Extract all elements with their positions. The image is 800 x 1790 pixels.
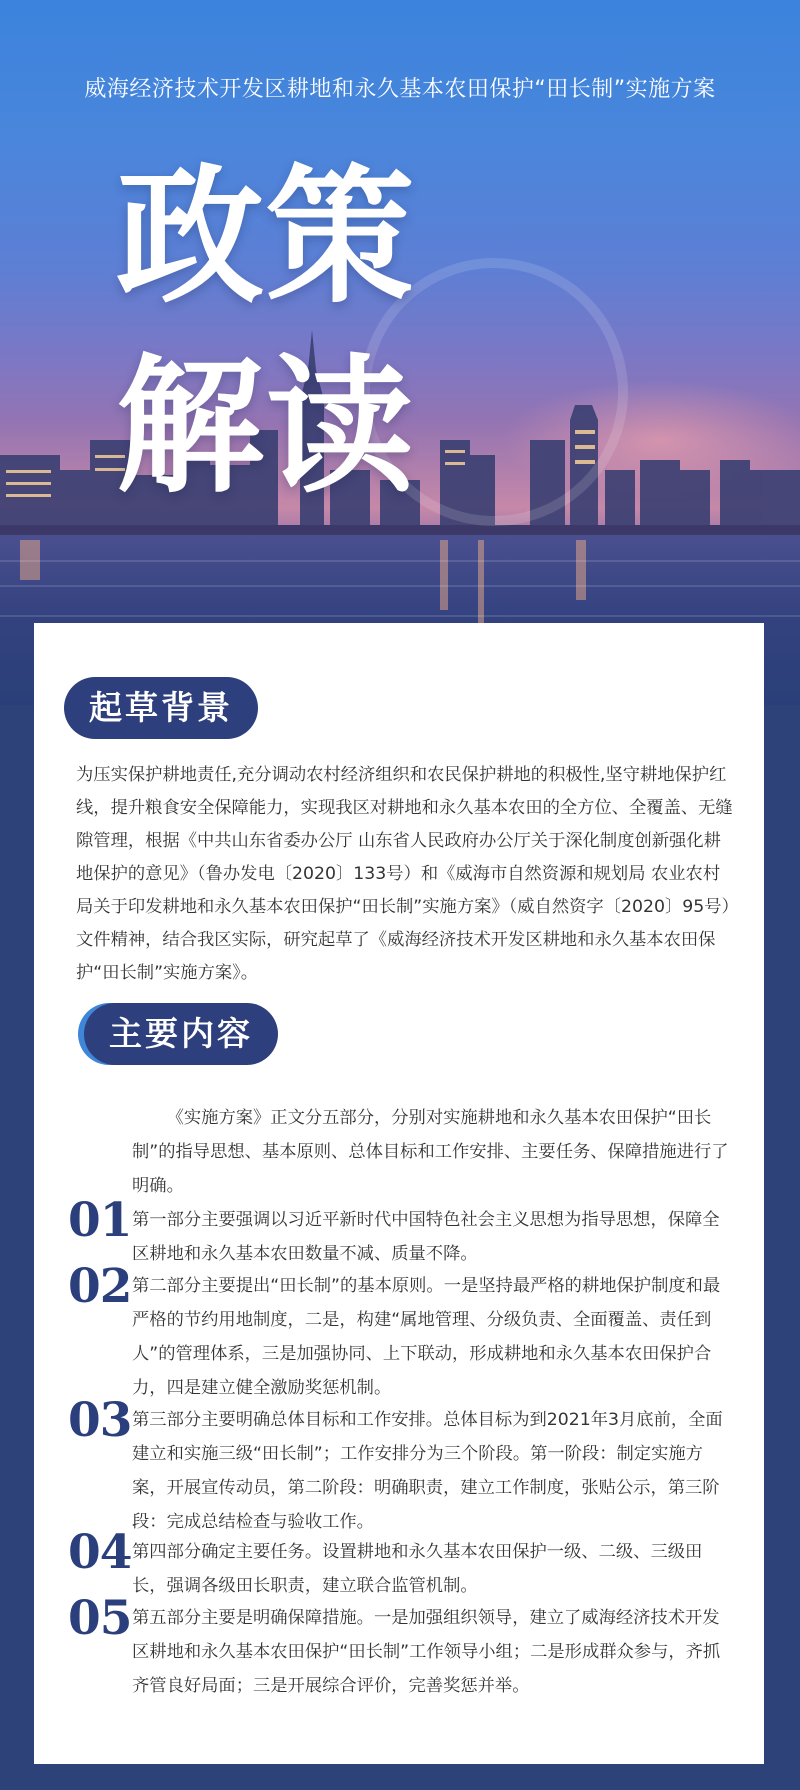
item-text: 第五部分主要是明确保障措施。一是加强组织领导，建立了威海经济技术开发区耕地和永久基本农田保护“田长制”工作领导小组；二是形成群众参与，齐抓齐管良好局面；三是开展综合评价，完善奖惩并举。: [132, 1608, 721, 1696]
background-paragraph: 为压实保护耕地责任,充分调动农村经济组织和农民保护耕地的积极性,坚守耕地保护红线，提升粮食安全保障能力，实现我区对耕地和永久基本农田的全方位、全覆盖、无缝隙管理，根据《中共山东省委办公厅 山东省人民政府办公厅关于深化制度创新强化耕地保护的意见》（鲁办发电〔2020〕133号）和《威海市自然资源和规划局 农业农村局关于印发耕地和永久基本农田保护“田长制”实施方案》（威自然资字〔2020〕95号）文件精神，结合我区实际，研究起草了《威海经济技术开发区耕地和永久基本农田保护“田长制”实施方案》。: [76, 765, 733, 983]
item-number: 05: [68, 1591, 132, 1646]
item-number: 04: [68, 1525, 132, 1580]
item-number: 01: [68, 1193, 132, 1248]
item-text: 第一部分主要强调以习近平新时代中国特色社会主义思想为指导思想，保障全区耕地和永久基本农田数量不减、质量不降。: [132, 1210, 720, 1264]
main-content-intro: 《实施方案》正文分五部分，分别对实施耕地和永久基本农田保护“田长制”的指导思想、基本原则、总体目标和工作安排、主要任务、保障措施进行了明确。: [132, 1108, 729, 1196]
item-text: 第二部分主要提出“田长制”的基本原则。一是坚持最严格的耕地保护制度和最严格的节约用地制度，二是，构建“属地管理、分级负责、全面覆盖、责任到人”的管理体系，三是加强协同、上下联动，形成耕地和永久基本农田保护合力，四是建立健全激励奖惩机制。: [132, 1276, 721, 1398]
item-number: 03: [68, 1393, 132, 1448]
hero-banner: [0, 0, 800, 705]
big-title-line-1: 政策: [116, 149, 416, 323]
section-heading-main-content: 主要内容: [84, 1003, 278, 1065]
item-text: 第四部分确定主要任务。设置耕地和永久基本农田保护一级、二级、三级田长，强调各级田长职责，建立联合监管机制。: [132, 1542, 703, 1596]
section-heading-background: 起草背景: [64, 677, 258, 739]
item-number: 02: [68, 1259, 132, 1314]
item-text: 第三部分主要明确总体目标和工作安排。总体目标为到2021年3月底前，全面建立和实施三级“田长制”；工作安排分为三个阶段。第一阶段：制定实施方案，开展宣传动员，第二阶段：明确职责，建立工作制度，张贴公示，第三阶段：完成总结检查与验收工作。: [132, 1410, 723, 1532]
big-title-line-2: 解读: [116, 339, 416, 513]
document-title: 威海经济技术开发区耕地和永久基本农田保护“田长制”实施方案: [84, 77, 716, 102]
content-card: [34, 623, 764, 1764]
